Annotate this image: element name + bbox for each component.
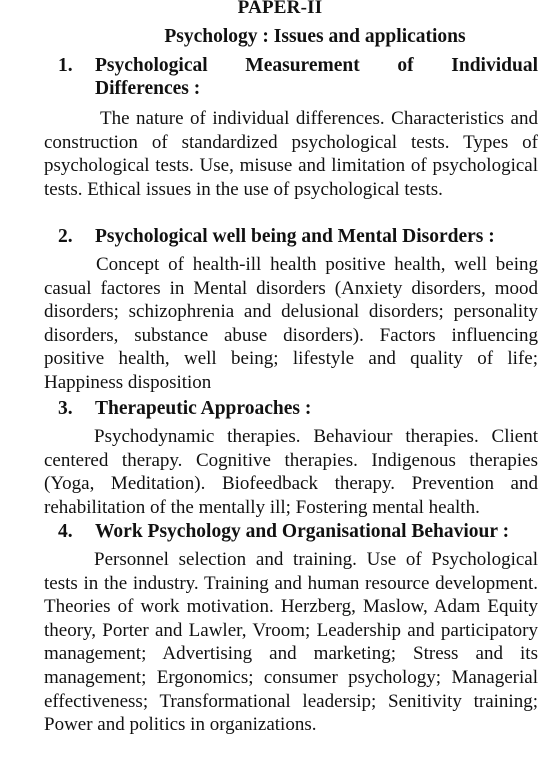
paper-label: PAPER-II	[237, 0, 323, 18]
section-body	[44, 253, 538, 395]
section-title: Work Psychology and Organisational Behaviour :	[95, 521, 510, 542]
section-text: Concept of health-ill health positive health, well being casual factores in Mental disorders (Anxiety disorders, mood disorders; schizophrenia and delusional disorders; personality disorders, substance abuse disorders). Factors influencing positive health, well being; lifestyle and quality of life; Happiness disposition	[44, 254, 538, 393]
section-number: 1.	[58, 55, 73, 76]
section-title: Psychological well being and Mental Disorders :	[95, 226, 495, 247]
section-wellbeing	[44, 225, 538, 395]
section-therapeutic	[44, 397, 538, 519]
section-heading	[44, 520, 538, 543]
section-text: Psychodynamic therapies. Behaviour therapies. Client centered therapy. Cognitive therapies. Indigenous therapies (Yoga, Meditation). Biofeedback therapy. Prevention and rehabilitation of the mentally ill; Fostering mental health.	[44, 426, 538, 518]
section-body	[44, 425, 538, 519]
section-body	[44, 548, 538, 737]
section-text: The nature of individual differences. Characteristics and construction of standardized psychological tests. Types of psychological tests. Use, misuse and limitation of psychological tests. Ethical issues in the use of psychological tests.	[44, 108, 538, 200]
section-heading	[44, 225, 538, 248]
section-heading	[44, 397, 538, 420]
section-number: 3.	[58, 398, 73, 419]
section-number: 4.	[58, 521, 73, 542]
section-text: Personnel selection and training. Use of Psychological tests in the industry. Training and human resource development. Theories of work motivation. Herzberg, Maslow, Adam Equity theory, Porter and Lawler, Vroom; Leadership and participatory management; Advertising and marketing; Stress and its management; Ergonomics; consumer psychology; Managerial effectiveness; Transformational leadersip; Senitivity training; Power and politics in organizations.	[44, 549, 538, 736]
section-heading	[44, 54, 538, 100]
section-body	[44, 107, 538, 201]
section-title: Psychological Measurement of Individual Differences :	[95, 55, 538, 99]
section-title: Therapeutic Approaches :	[95, 398, 312, 419]
section-work-psychology	[44, 520, 538, 737]
section-number: 2.	[58, 226, 73, 247]
paper-subtitle: Psychology : Issues and applications	[164, 26, 466, 47]
section-measurement	[44, 54, 538, 201]
